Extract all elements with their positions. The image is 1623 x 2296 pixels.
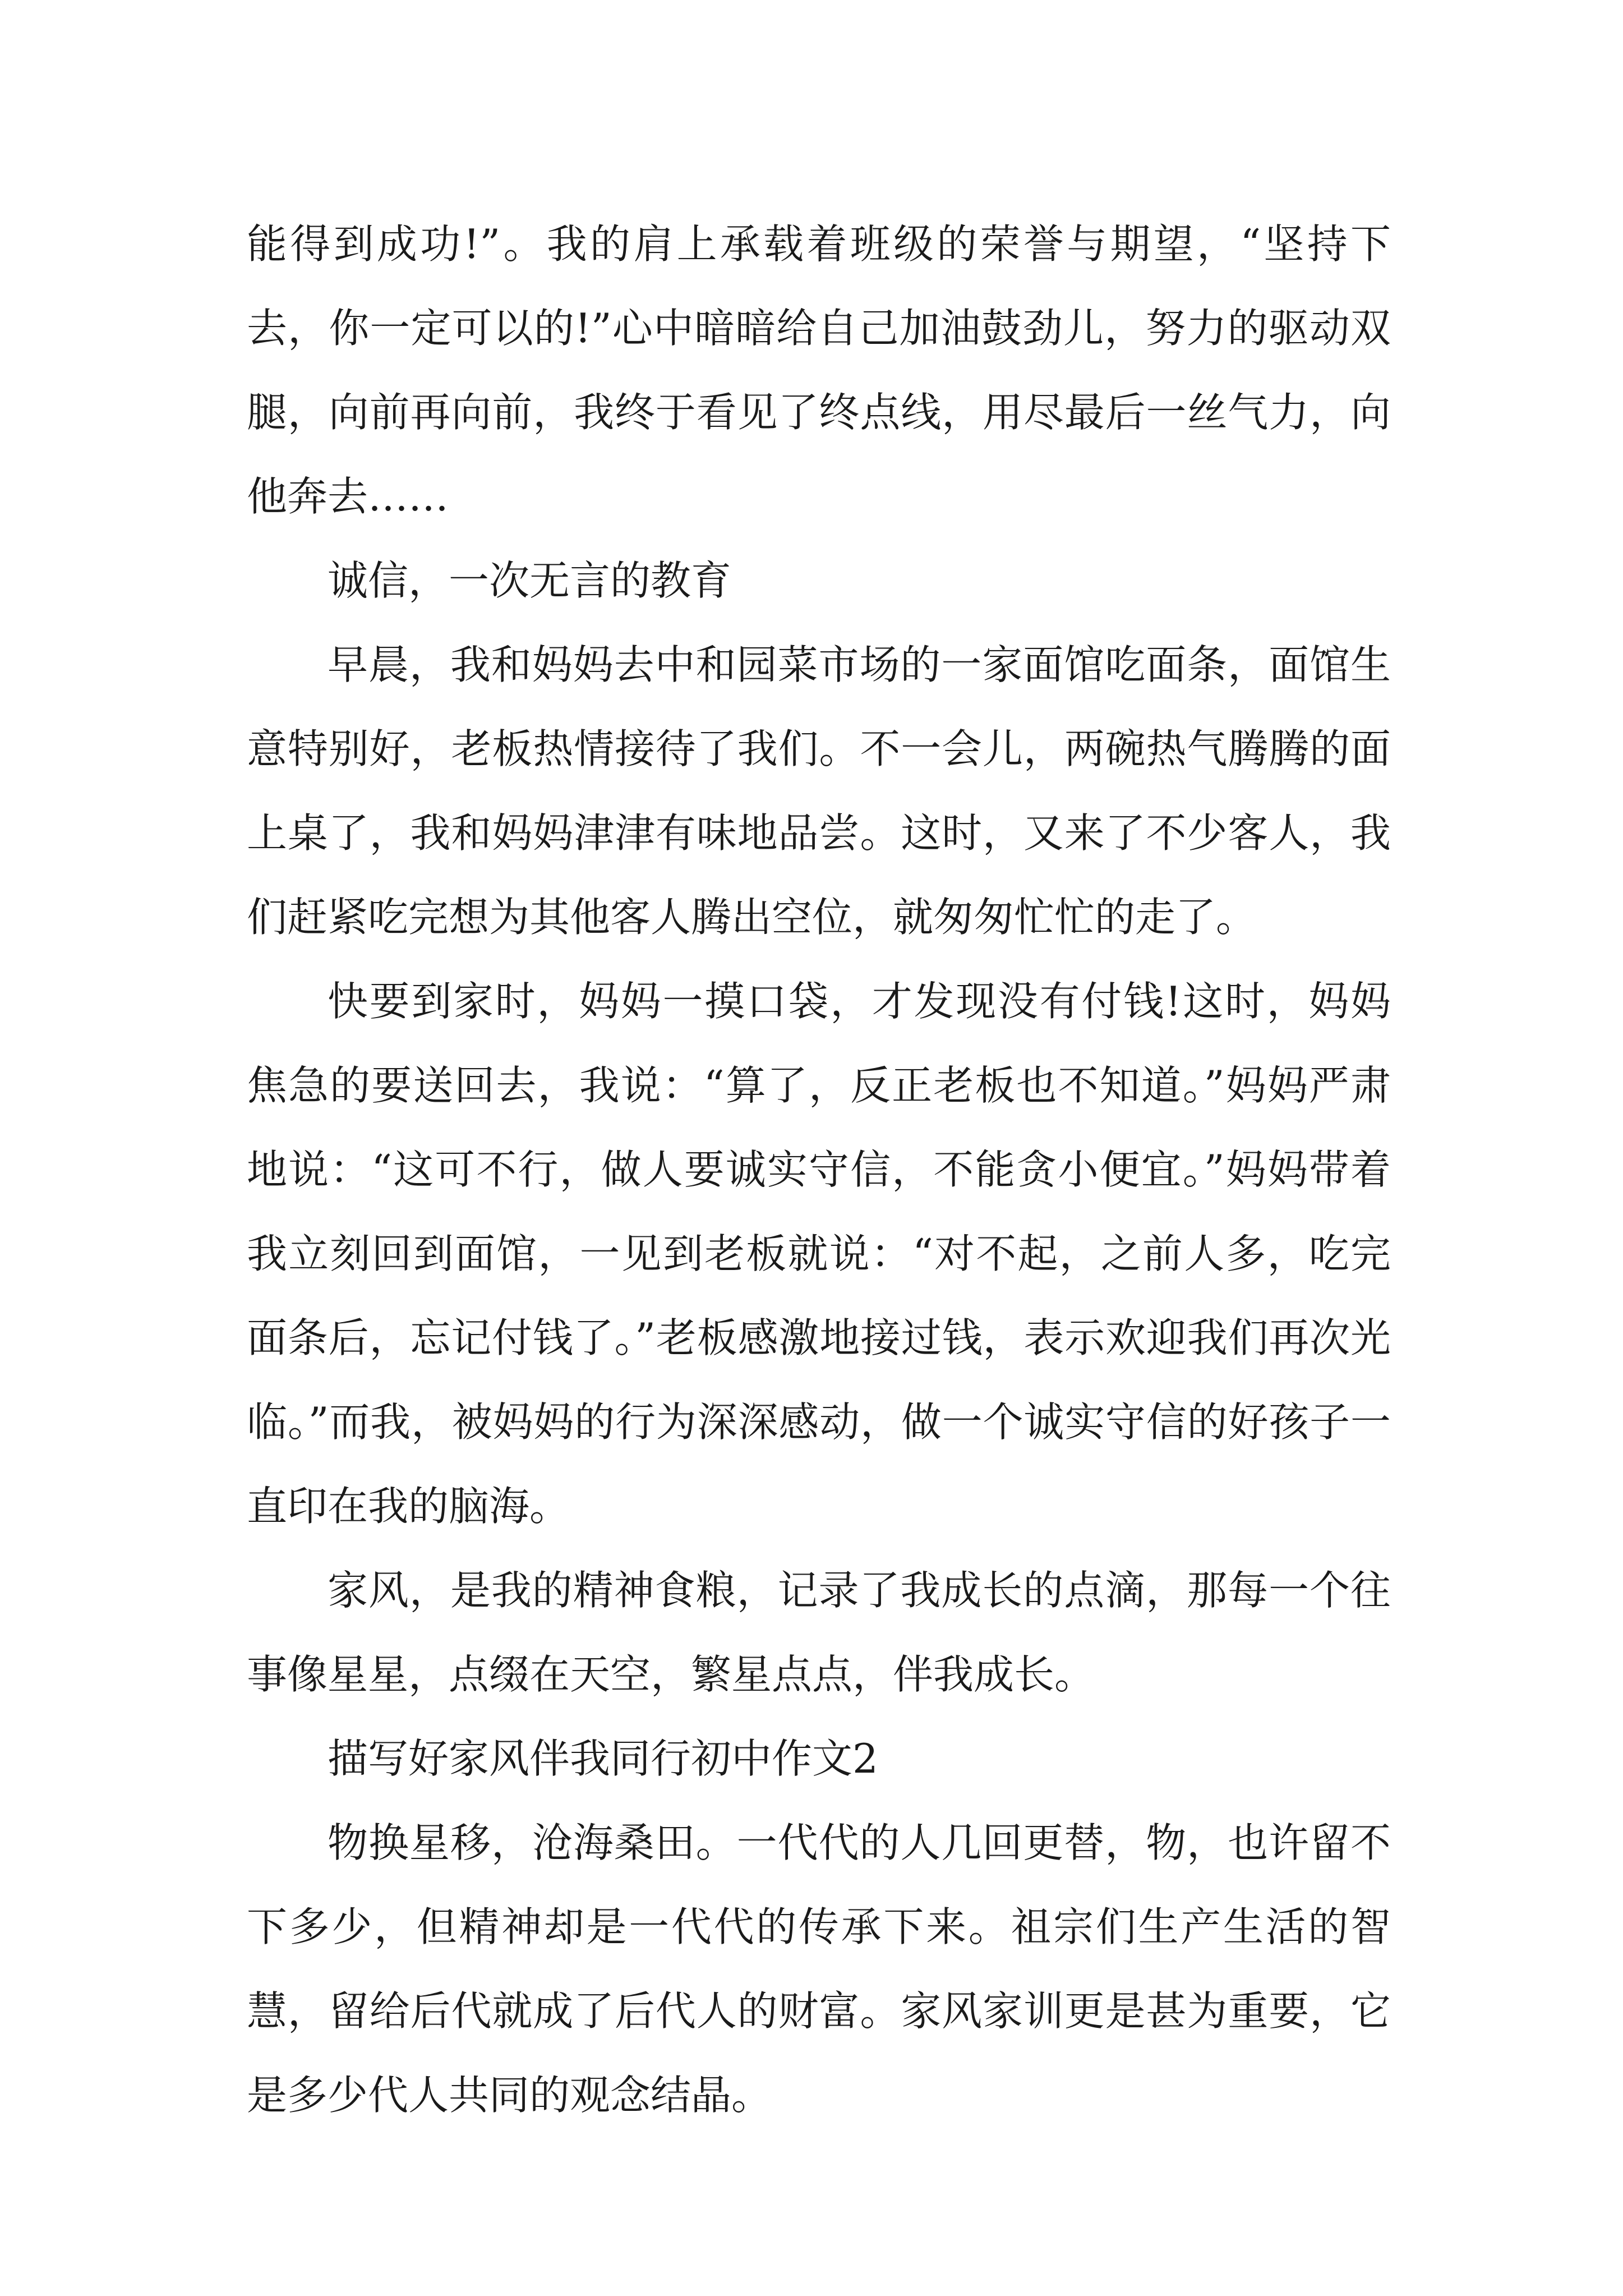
paragraph-family-style: 家风，是我的精神食粮，记录了我成长的点滴，那每一个往事像星星，点缀在天空，繁星点点，伴我成长。	[247, 1567, 1391, 1698]
essay-title-2: 描写好家风伴我同行初中作文2	[328, 1735, 878, 1782]
paragraph-forgot-to-pay: 快要到家时，妈妈一摸口袋，才发现没有付钱!这时，妈妈焦急的要送回去，我说：“算了，反正老板也不知道。”妈妈严肃地说：“这可不行，做人要诚实守信，不能贪小便宜。”妈妈带着我立刻回到面馆，一见到老板就说：“对不起，之前人多，吃完面条后，忘记付钱了。”老板感激地接过钱，表示欢迎我们再次光临。”而我，被妈妈的行为深深感动，做一个诚实守信的好孩子一直印在我的脑海。	[247, 978, 1391, 1530]
paragraph-heritage: 物换星移，沧海桑田。一代代的人几回更替，物，也许留不下多少，但精神却是一代代的传承下来。祖宗们生产生活的智慧，留给后代就成了后代人的财富。家风家训更是甚为重要，它是多少代人共同的观念结晶。	[247, 1819, 1391, 2119]
continuation-paragraph: 能得到成功!”。我的肩上承载着班级的荣誉与期望，“坚持下去，你一定可以的!”心中暗暗给自己加油鼓劲儿，努力的驱动双腿，向前再向前，我终于看见了终点线，用尽最后一丝气力，向他奔去……	[247, 220, 1391, 520]
paragraph-noodle-shop: 早晨，我和妈妈去中和园菜市场的一家面馆吃面条，面馆生意特别好，老板热情接待了我们。不一会儿，两碗热气腾腾的面上桌了，我和妈妈津津有味地品尝。这时，又来了不少客人，我们赶紧吃完想为其他客人腾出空位，就匆匆忙忙的走了。	[247, 641, 1391, 941]
document-body	[247, 202, 1391, 2137]
section-heading-honesty: 诚信，一次无言的教育	[328, 557, 732, 604]
